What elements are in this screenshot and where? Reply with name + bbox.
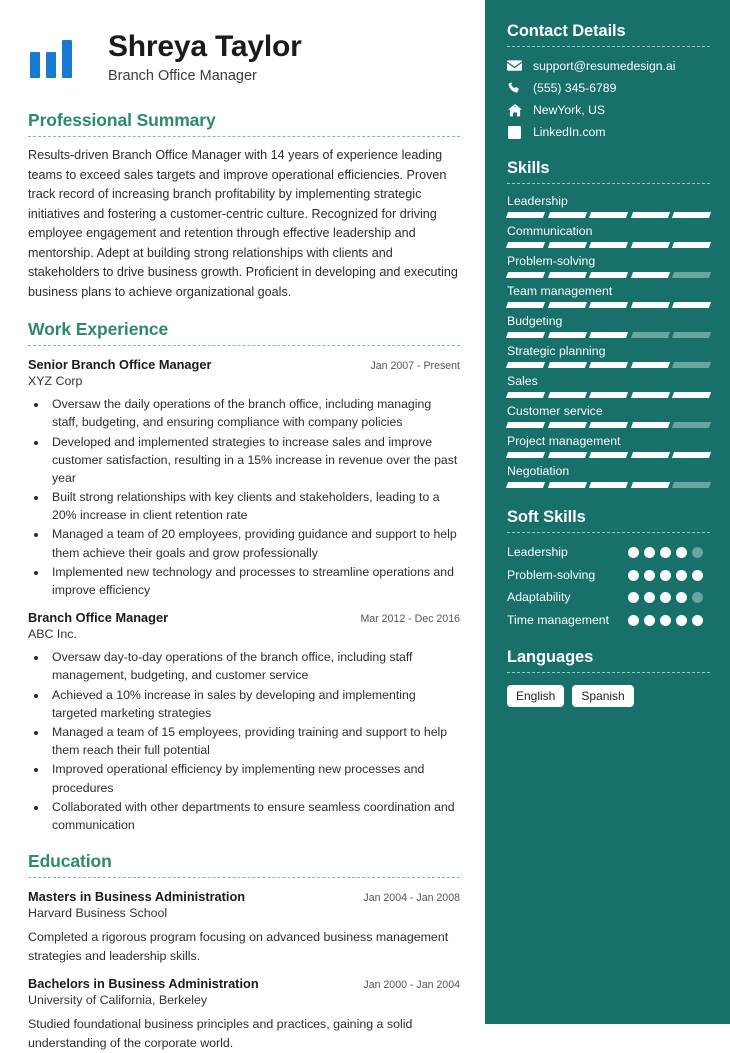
skill-bar-segment (506, 392, 545, 398)
job-date-range: Mar 2012 - Dec 2016 (360, 613, 460, 626)
skill-bar-segment (589, 332, 628, 338)
skill-bar-segment (506, 362, 545, 368)
rating-dot (644, 570, 655, 581)
rating-dot (692, 615, 703, 626)
rating-dot (660, 592, 671, 603)
rating-dot (628, 615, 639, 626)
skill-bar-segment (589, 422, 628, 428)
skill-item (507, 344, 710, 368)
rating-dot (676, 570, 687, 581)
section-divider (28, 877, 460, 878)
skill-bar-segment (631, 362, 670, 368)
skill-level-bar (507, 422, 710, 428)
skill-bar-segment (672, 392, 711, 398)
skill-bar-segment (672, 452, 711, 458)
job-bullet-list (28, 648, 460, 834)
skill-level-bar (507, 392, 710, 398)
language-list (507, 685, 710, 707)
work-entry (28, 357, 460, 599)
employer-name: XYZ Corp (28, 374, 83, 389)
job-title: Senior Branch Office Manager (28, 357, 212, 373)
summary-text: Results-driven Branch Office Manager with 14 years of experience leading teams to exceed sales targets and improve operational efficiencies. Proven track record of increasing branch profitability by implementing strategic initiatives and fostering a customer-centric culture. Recognized for driving employee engagement and retention through effective leadership and mentorship. Adept at building strong relationships with clients and stakeholders to drive business growth. Proficient in developing and executing business plans to achieve organizational goals. (28, 148, 458, 299)
skill-level-bar (507, 272, 710, 278)
brand-logo-icon (28, 36, 90, 78)
skill-bar-segment (548, 482, 587, 488)
skill-bar-segment (548, 422, 587, 428)
linkedin-icon (507, 126, 522, 139)
soft-skill-rating (628, 612, 710, 626)
skill-bar-segment (631, 422, 670, 428)
skill-bar-segment (548, 452, 587, 458)
section-languages (507, 648, 710, 707)
section-divider (507, 183, 710, 184)
skill-bar-segment (506, 212, 545, 218)
skill-bar-segment (672, 482, 711, 488)
skill-bar-segment (589, 302, 628, 308)
section-title: Contact Details (507, 22, 626, 40)
skill-bar-segment (589, 452, 628, 458)
skill-bar-segment (672, 362, 711, 368)
skill-bar-segment (631, 242, 670, 248)
soft-skill-item (507, 589, 710, 606)
education-entry (28, 976, 460, 1052)
skill-bar-segment (506, 302, 545, 308)
candidate-name: Shreya Taylor (108, 30, 302, 63)
skill-bar-segment (506, 242, 545, 248)
skill-level-bar (507, 452, 710, 458)
job-bullet: • Oversaw day-to-day operations of the branch office, including staff management, budgeting, and customer service (48, 648, 460, 684)
degree-title: Bachelors in Business Administration (28, 976, 259, 992)
section-work-experience (28, 319, 460, 834)
skill-bar-segment (506, 452, 545, 458)
soft-skill-name: Time management (507, 612, 610, 627)
education-date-range: Jan 2004 - Jan 2008 (363, 892, 460, 905)
skill-bar-segment (631, 302, 670, 308)
section-skills (507, 159, 710, 488)
skill-name: Budgeting (507, 314, 563, 328)
entry-header (28, 610, 460, 625)
rating-dot (660, 615, 671, 626)
skill-name: Project management (507, 434, 621, 448)
skill-bar-segment (631, 482, 670, 488)
skill-item (507, 314, 710, 338)
rating-dot (660, 570, 671, 581)
education-description: Completed a rigorous program focusing on advanced business management strategies and leadership skills. (28, 930, 449, 963)
education-date-range: Jan 2000 - Jan 2004 (363, 979, 460, 992)
skill-bar-segment (506, 332, 545, 338)
section-divider (28, 345, 460, 346)
job-bullet: • Managed a team of 15 employees, providing training and support to help them reach their full potential (48, 723, 460, 759)
rating-dot (644, 615, 655, 626)
section-title: Education (28, 851, 112, 872)
candidate-role: Branch Office Manager (108, 68, 257, 84)
skill-bar-segment (589, 212, 628, 218)
skill-bar-segment (548, 332, 587, 338)
skill-item (507, 194, 710, 218)
skill-bar-segment (548, 212, 587, 218)
envelope-icon (507, 60, 522, 72)
rating-dot (692, 592, 703, 603)
employer-name: ABC Inc. (28, 627, 77, 642)
soft-skill-item (507, 544, 710, 561)
rating-dot (628, 592, 639, 603)
section-divider (28, 136, 460, 137)
skill-item (507, 224, 710, 248)
skill-item (507, 434, 710, 458)
skill-bar-segment (672, 242, 711, 248)
section-divider (507, 672, 710, 673)
job-bullet: • Achieved a 10% increase in sales by developing and implementing targeted marketing strategies (48, 686, 460, 722)
skill-bar-segment (589, 362, 628, 368)
rating-dot (692, 547, 703, 558)
contact-row[interactable] (507, 125, 710, 139)
skill-item (507, 404, 710, 428)
job-bullet: • Developed and implemented strategies to increase sales and improve customer satisfaction, resulting in a 15% increase in revenue over the past year (48, 433, 460, 488)
skill-level-bar (507, 332, 710, 338)
language-tag[interactable]: Spanish (572, 685, 633, 707)
name-block (108, 30, 460, 84)
home-icon (507, 104, 522, 117)
section-contact-details (507, 22, 710, 139)
soft-skill-item (507, 612, 710, 629)
job-date-range: Jan 2007 - Present (370, 360, 460, 373)
skill-level-bar (507, 482, 710, 488)
skill-bar-segment (548, 302, 587, 308)
job-title: Branch Office Manager (28, 610, 169, 626)
skill-level-bar (507, 212, 710, 218)
skill-bar-segment (631, 392, 670, 398)
skill-name: Sales (507, 374, 538, 388)
section-title: Professional Summary (28, 110, 216, 130)
school-name: Harvard Business School (28, 906, 168, 921)
soft-skill-name: Leadership (507, 545, 568, 559)
soft-skill-rating (628, 567, 710, 581)
skill-bar-segment (672, 272, 711, 278)
contact-value: (555) 345-6789 (533, 81, 617, 95)
skill-level-bar (507, 362, 710, 368)
resume-header (28, 22, 460, 110)
skill-bar-segment (589, 272, 628, 278)
contact-row[interactable] (507, 81, 710, 95)
section-divider (507, 532, 710, 533)
contact-row[interactable] (507, 59, 710, 73)
skill-bar-segment (631, 332, 670, 338)
rating-dot (676, 592, 687, 603)
rating-dot (644, 592, 655, 603)
skill-name: Customer service (507, 404, 603, 418)
section-title: Languages (507, 648, 594, 667)
sidebar (485, 0, 730, 1024)
soft-skill-rating (628, 589, 710, 603)
work-entry-list (28, 357, 460, 834)
skill-bar-segment (506, 272, 545, 278)
soft-skill-list (507, 544, 710, 628)
skill-bar-segment (589, 482, 628, 488)
skill-name: Negotiation (507, 464, 570, 478)
education-description: Studied foundational business principles and practices, gaining a solid understanding of the corporate world. (28, 1017, 413, 1050)
skill-name: Problem-solving (507, 254, 596, 268)
skill-bar-segment (672, 302, 711, 308)
section-professional-summary (28, 110, 460, 302)
rating-dot (660, 547, 671, 558)
language-tag[interactable]: English (507, 685, 564, 707)
section-title: Skills (507, 159, 550, 177)
skill-bar-segment (548, 392, 587, 398)
degree-title: Masters in Business Administration (28, 889, 246, 905)
skill-name: Strategic planning (507, 344, 606, 358)
skill-item (507, 284, 710, 308)
job-bullet: • Oversaw the daily operations of the branch office, including managing staff, budgeting, and ensuring compliance with company policies (48, 395, 460, 431)
rating-dot (676, 547, 687, 558)
job-bullet: • Improved operational efficiency by implementing new processes and procedures (48, 760, 460, 796)
contact-value: support@resumedesign.ai (533, 59, 676, 73)
section-divider (507, 46, 710, 47)
contact-value: LinkedIn.com (533, 125, 606, 139)
soft-skill-item (507, 567, 710, 584)
skill-bar-segment (672, 332, 711, 338)
skill-bar-segment (589, 392, 628, 398)
entry-header (28, 976, 460, 991)
contact-row[interactable] (507, 103, 710, 117)
skill-bar-segment (631, 212, 670, 218)
job-bullet: • Managed a team of 20 employees, providing guidance and support to help them achieve their goals and grow professionally (48, 525, 460, 561)
soft-skill-name: Adaptability (507, 590, 571, 605)
job-bullet: • Implemented new technology and processes to streamline operations and improve efficiency (48, 563, 460, 599)
skill-bar-segment (672, 422, 711, 428)
soft-skill-rating (628, 544, 710, 558)
skill-item (507, 374, 710, 398)
education-entry-list (28, 889, 460, 1052)
job-bullet: • Collaborated with other departments to ensure seamless coordination and communication (48, 798, 460, 834)
section-education (28, 851, 460, 1052)
work-entry (28, 610, 460, 834)
skill-name: Team management (507, 284, 613, 298)
skill-list (507, 194, 710, 488)
phone-icon (507, 82, 522, 95)
section-title: Work Experience (28, 319, 169, 340)
contact-list (507, 59, 710, 139)
skill-bar-segment (589, 242, 628, 248)
job-bullet-list (28, 395, 460, 599)
skill-bar-segment (506, 482, 545, 488)
skill-bar-segment (631, 452, 670, 458)
rating-dot (628, 570, 639, 581)
job-bullet: • Built strong relationships with key clients and stakeholders, leading to a 20% increase in client retention rate (48, 488, 460, 524)
rating-dot (676, 615, 687, 626)
skill-bar-segment (548, 362, 587, 368)
entry-header (28, 357, 460, 372)
skill-bar-segment (506, 422, 545, 428)
contact-value: NewYork, US (533, 103, 606, 117)
soft-skill-name: Problem-solving (507, 567, 596, 582)
skill-bar-segment (548, 242, 587, 248)
education-entry (28, 889, 460, 965)
rating-dot (628, 547, 639, 558)
rating-dot (644, 547, 655, 558)
skill-item (507, 254, 710, 278)
skill-level-bar (507, 302, 710, 308)
skill-level-bar (507, 242, 710, 248)
skill-name: Leadership (507, 194, 568, 208)
skill-bar-segment (672, 212, 711, 218)
skill-item (507, 464, 710, 488)
school-name: University of California, Berkeley (28, 993, 208, 1008)
rating-dot (692, 570, 703, 581)
entry-header (28, 889, 460, 904)
skill-name: Communication (507, 224, 593, 238)
skill-bar-segment (631, 272, 670, 278)
skill-bar-segment (548, 272, 587, 278)
section-title: Soft Skills (507, 508, 586, 526)
section-soft-skills (507, 508, 710, 628)
